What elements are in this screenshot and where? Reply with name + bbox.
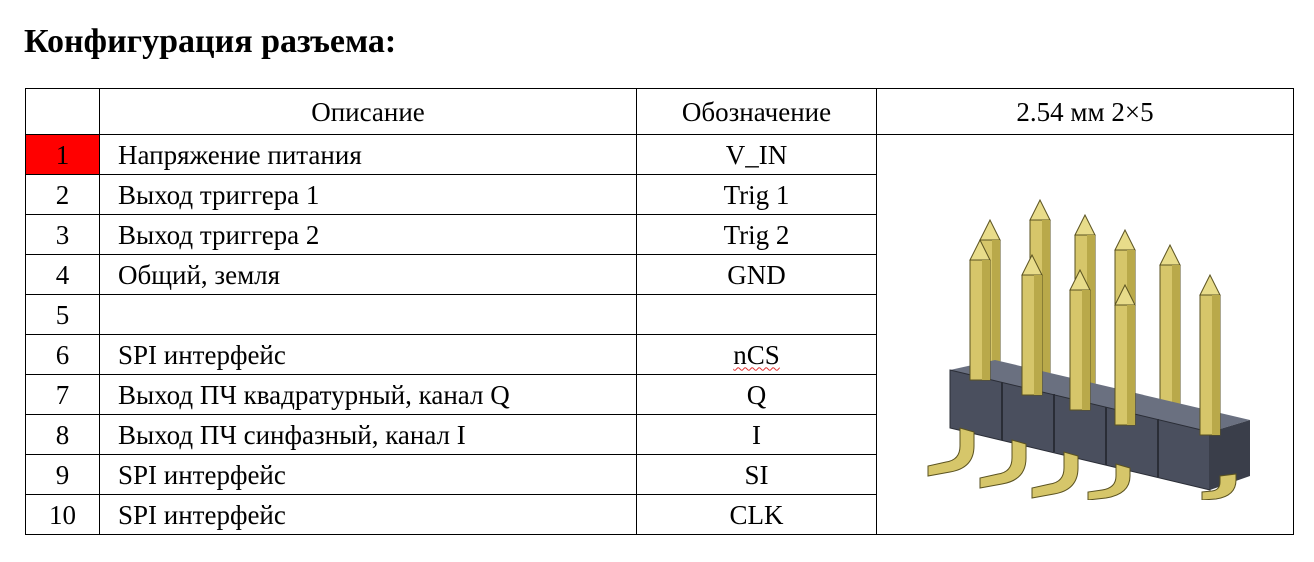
pin-designation: I: [637, 415, 877, 455]
pin-description: SPI интерфейс: [100, 495, 637, 535]
pin-designation: V_IN: [637, 135, 877, 175]
pin-designation: [637, 335, 877, 375]
header-description: Описание: [100, 89, 637, 135]
pin-description: Общий, земля: [100, 255, 637, 295]
pin-designation: Q: [637, 375, 877, 415]
pin-number: 4: [26, 255, 100, 295]
pin-number: 10: [26, 495, 100, 535]
pin-number: 7: [26, 375, 100, 415]
header-number: [26, 89, 100, 135]
header-designation: Обозначение: [637, 89, 877, 135]
table-header-row: [26, 89, 1294, 135]
pin-header-image: [920, 170, 1250, 500]
connector-pinout-table: [25, 88, 1294, 535]
pin-description: Выход ПЧ синфазный, канал I: [100, 415, 637, 455]
pin-designation: [637, 295, 877, 335]
pin-number: 6: [26, 335, 100, 375]
pin-number: 8: [26, 415, 100, 455]
page-title: Конфигурация разъема:: [24, 23, 397, 60]
pin-description: Выход триггера 1: [100, 175, 637, 215]
pin-description: Выход триггера 2: [100, 215, 637, 255]
pin-number: 9: [26, 455, 100, 495]
pin-description: SPI интерфейс: [100, 455, 637, 495]
pin-number: 5: [26, 295, 100, 335]
connector-image-cell: [877, 135, 1294, 535]
pin-description: SPI интерфейс: [100, 335, 637, 375]
pin-designation: Trig 2: [637, 215, 877, 255]
table-row: [26, 135, 1294, 175]
pin-number: 2: [26, 175, 100, 215]
pin-description: Выход ПЧ квадратурный, канал Q: [100, 375, 637, 415]
pin-description: [100, 295, 637, 335]
pin-designation: SI: [637, 455, 877, 495]
pin-designation: Trig 1: [637, 175, 877, 215]
pin-designation: GND: [637, 255, 877, 295]
pin-designation: CLK: [637, 495, 877, 535]
pin-designation-text: nCS: [733, 339, 780, 370]
pin-number: 3: [26, 215, 100, 255]
pin-description: Напряжение питания: [100, 135, 637, 175]
header-connector: 2.54 мм 2×5: [877, 89, 1294, 135]
pin-number: 1: [26, 135, 100, 175]
